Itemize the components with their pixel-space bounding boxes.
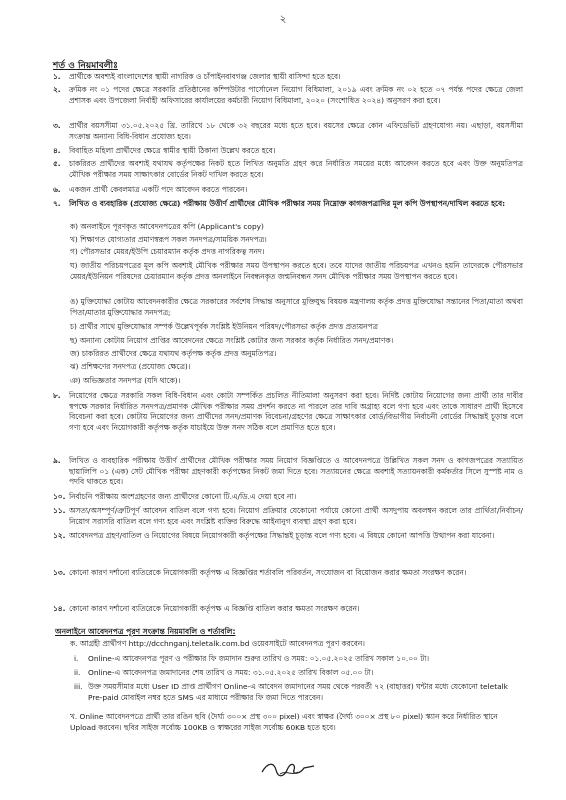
- term-text: নির্বাচনি পরীক্ষায় অংশগ্রহণের জন্য প্রার্থীদের কোনো টি.এ/ডি.এ দেয়া হবে না।: [69, 492, 297, 501]
- document-list-item: ঙ) মুক্তিযোদ্ধা কোটায় আবেদনকারীর ক্ষেত্রে সরকারের সর্বশেষ সিদ্ধান্ত অনুসারে মুক্তিযুদ্ধ বিষয়ক মন্ত্রণালয় কর্তৃক প্রদত্ত মুক্তিযোদ্ধা সন্তানের পিতা/মাতা অথবা পিতা/মাতার মুক্তিযোদ্ধার সনদপত্র;: [70, 297, 523, 317]
- term-item: [53, 531, 523, 542]
- term-item: [53, 185, 523, 196]
- roman-text: Online-এ আবেদনপত্র পূরণ ও পরীক্ষার ফি জমাদান শুরুর তারিখ ও সময়: ০১.০৫.২০২৫ তারিখ সকাল ১০.০০ টা।: [88, 654, 430, 663]
- term-text: লিখিত ও ব্যবহারিক পরীক্ষায় উত্তীর্ণ প্রার্থীদের মৌখিক পরীক্ষার সময় নিয়োগ বিজ্ঞপ্তিতে ও আবেদনপত্রে উল্লিখিত সকল সনদ ও কাগজপত্রের সত্যায়িত ছায়ালিপি ০১ (এক) সেট মৌখিক পরীক্ষা গ্রহণকারী কর্তৃপক্ষের নিকট জমা দিতে হবে। সত্যায়নের ক্ষেত্রে অবশ্যই সত্যায়নকারী কর্মকর্তার সিলে সুস্পষ্ট নাম ও পদবি থাকতে হবে।: [69, 456, 523, 487]
- document-list-item: ছ) অন্যান্য কোটায় নিয়োগ প্রাপ্তির আবেদনের ক্ষেত্রে সংশ্লিষ্ট কোটার জন্য সরকার কর্তৃক নির্ধারিত সনদ/প্রমাণক।: [70, 336, 394, 345]
- term-number: ৭.: [53, 199, 61, 208]
- signature-image: [258, 758, 318, 780]
- term-text: চাকরিরত প্রার্থীদের অবশ্যই যথাযথ কর্তৃপক্ষের নিকট হতে লিখিত অনুমতি গ্রহণ করে নির্ধারিত সময়ের মধ্যে আবেদন করতে হবে এবং উক্ত অনুমতিপত্র মৌখিক পরীক্ষার সময় সাক্ষাৎকার বোর্ডের নিকট দাখিল করতে হবে।: [69, 159, 523, 179]
- roman-text: উক্ত সময়সীমার মধ্যে User ID প্রাপ্ত প্রার্থীগণ Online-এ আবেদন জমাদানের সময় থেকে পরবর্তী ৭২ (বাহাত্তর) ঘন্টার মধ্যে যেকোনো teletalk Pre-paid মোবাইল নম্বর হতে SMS এর মাধ্যমে পরীক্ষার ফি জমা দিতে পারবেন।: [88, 682, 508, 702]
- online-rule-i: [74, 654, 523, 665]
- term-number: ৩.: [53, 121, 61, 130]
- term-number: ১০.: [53, 492, 66, 501]
- term-item: [53, 506, 523, 527]
- term-text: অসত্য/অসম্পূর্ণ/ত্রুটিপূর্ণ আবেদন বাতিল বলে গণ্য হবে। নিয়োগ প্রক্রিয়ার যেকোনো পর্যায়ে কোনো প্রার্থী অসদুপায় অবলম্বন করলে তার প্রার্থিতা/নির্বাচন/নিয়োগ সরাসরি বাতিল বলে গণ্য হবে এবং সংশ্লিষ্ট ব্যক্তির বিরুদ্ধে আইনানুগ ব্যবস্থা গ্রহণ করা হবে।: [69, 506, 523, 526]
- term-text: নিয়োগের ক্ষেত্রে সরকারি সকল বিধি-বিধান এবং কোটা সম্পর্কিত প্রচলিত নীতিমালা অনুসরণ করা হবে। নির্দিষ্ট কোটায় নিয়োগের জন্য প্রার্থী তার দাবীর স্বপক্ষে সরকার নির্ধারিত সনদপত্র/প্রমাণক মৌখিক পরীক্ষার সময় প্রদর্শন করতে না পারলে তার দাবি অগ্রাহ্য বলে গণ্য হবে এবং তাকে সাধারণ প্রার্থী হিসেবে বিবেচনা করা হবে। কোটায় নিয়োগের জন্য প্রার্থীদের সনদ/প্রমাণক বিবেচনা/গ্রহণের ক্ষেত্রে সাক্ষাৎকার বোর্ড/বিভাগীয় নির্বাচনী বোর্ডের সিদ্ধান্তই চূড়ান্ত বলে গণ্য হবে এবং নিয়োগকারী কর্তৃপক্ষ কর্তৃক যাচাইয়ে উক্ত সনদ সঠিক বলে প্রমাণিত হতে হবে।: [69, 391, 523, 432]
- document-list-item: জ) চাকরিরত প্রার্থীদের ক্ষেত্রে যথাযথ কর্তৃপক্ষ কর্তৃক প্রদত্ত অনুমতিপত্র।: [70, 349, 277, 358]
- term-text: কোনো কারণ দর্শানো ব্যতিরেকে নিয়োগকারী কর্তৃপক্ষ এ বিজ্ঞপ্তি বাতিল করার ক্ষমতা সংরক্ষণ করেন।: [69, 604, 360, 613]
- term-item: [53, 391, 523, 433]
- document-list-item: গ) পৌরসভার মেয়র/ইউপি চেয়ারম্যান কর্তৃক প্রদত্ত নাগরিকত্ব সনদ।: [70, 247, 265, 256]
- term-text: প্রার্থীকে অবশ্যই বাংলাদেশের স্থায়ী নাগরিক ও চাঁপাইনবাবগঞ্জ জেলার স্থায়ী বাসিন্দা হতে হবে।: [69, 72, 341, 81]
- roman-number: iii.: [74, 682, 83, 691]
- document-list-item: খ) শিক্ষাগত যোগ্যতার প্রমাণস্বরূপ সকল সনদপত্র/সাময়িক সনদপত্র।: [70, 235, 267, 244]
- document-list-item: ঘ) জাতীয় পরিচয়পত্রের মূল কপি অবশ্যই মৌখিক পরীক্ষার সময় উপস্থাপন করতে হবে। তবে যাদের জাতীয় পরিচয়পত্র এখনও হয়নি তাদেরকে পৌরসভার মেয়র/ইউনিয়ন পরিষদের চেয়ারম্যান কর্তৃক প্রদত্ত অনলাইনে নিবন্ধনকৃত জন্মনিবন্ধন সনদ মৌখিক পরীক্ষার সময় উপস্থাপন করতে হবে।: [70, 261, 523, 281]
- term-text: লিখিত ও ব্যবহারিক (প্রযোজ্য ক্ষেত্রে) পরীক্ষায় উত্তীর্ণ প্রার্থীদের মৌখিক পরীক্ষার সময় নিম্নোক্ত কাগজপত্রাদির মূল কপি উপস্থাপন/দাখিল করতে হবে:: [69, 199, 506, 208]
- terms-heading: শর্ত ও নিয়মাবলীঃ: [53, 61, 118, 71]
- term-number: ১১.: [53, 506, 66, 515]
- roman-number: ii.: [74, 668, 81, 677]
- term-text: ক্রমিক নং ০১ পদের ক্ষেত্রে সরকারি প্রতিষ্ঠানের কম্পিউটার পার্সোনেল নিয়োগ বিধিমালা, ২০১৯ এবং ক্রমিক নং ০২ হতে ০৭ পর্যন্ত পদের ক্ষেত্রে জেলা প্রশাসক এবং উপজেলা নির্বাহী অফিসারের কার্যালয়ের কর্মচারী নিয়োগ বিধিমালা, ২০২০ (সংশোধিত ২০২৪) অনুসরণ করা হবে।: [69, 85, 523, 105]
- online-rule-ii: [74, 668, 523, 679]
- term-number: ৫.: [53, 159, 61, 168]
- term-number: ১.: [53, 72, 61, 81]
- term-number: ৬.: [53, 185, 61, 194]
- term-number: ৯.: [53, 456, 61, 465]
- term-item: [53, 72, 523, 83]
- term-item: [53, 604, 523, 615]
- term-item: [53, 492, 523, 503]
- roman-number: i.: [74, 654, 79, 663]
- term-text: একজন প্রার্থী কেবলমাত্র একটি পদে আবেদন করতে পারবেন।: [69, 185, 248, 194]
- online-application-heading: অনলাইনে আবেদনপত্র পূরণ সংক্রান্ত নিয়মাবলি ও শর্তাবলি:: [55, 627, 236, 636]
- term-number: ৮.: [53, 391, 61, 400]
- term-text: কোনো কারণ দর্শানো ব্যতিরেকে নিয়োগকারী কর্তৃপক্ষ এ বিজ্ঞপ্তির শর্তাবলি পরিবর্তন, সংযোজন বা বিয়োজন করার ক্ষমতা সংরক্ষণ করেন।: [69, 568, 467, 577]
- document-list-item: ক) অনলাইনে পূরণকৃত আবেদনপত্রের কপি (Applicant's copy): [70, 222, 264, 231]
- term-item: [53, 159, 523, 180]
- online-rule-iii: [74, 682, 523, 703]
- term-number: ১২.: [53, 531, 66, 540]
- term-text: প্রার্থীর বয়সসীমা ৩১.০৫.২০২৫ খ্রি. তারিখে ১৮ থেকে ৩২ বছরের মধ্যে হতে হবে। বয়সের ক্ষেত্রে কোন এফিডেভিট গ্রহণযোগ্য নয়। এছাড়া, বয়সসীমা সংক্রান্ত অন্যান্য বিধি-বিধান প্রযোজ্য হবে।: [69, 121, 523, 141]
- online-rule-ka: ক. আগ্রহী প্রার্থীগণ http://dcchnganj.teletalk.com.bd ওয়েবসাইটে আবেদনপত্র পূরণ করবেন।: [70, 639, 365, 648]
- term-item: [53, 456, 523, 488]
- roman-text: Online-এ আবেদনপত্র জমাদানের শেষ তারিখ ও সময়: ৩১.০৫.২০২৫ তারিখ বিকাল ০৫.০০ টা।: [88, 668, 374, 677]
- term-number: ১৪.: [53, 604, 66, 613]
- term-item: [53, 199, 523, 210]
- term-text: আবেদনপত্র গ্রহণ/বাতিল ও নিয়োগের বিষয়ে নিয়োগকারী কর্তৃপক্ষের সিদ্ধান্তই চূড়ান্ত বলে গণ্য হবে। এ বিষয়ে কোনো আপত্তি উত্থাপন করা যাবেনা।: [69, 531, 495, 540]
- online-rule-kha: খ. Online আবেদনপত্রে প্রার্থী তার রঙিন ছবি (দৈর্ঘ্য ৩০০× প্রস্থ ৩০০ pixel) এবং স্বাক্ষর (দৈর্ঘ্য ৩০০× প্রস্থ ৮০ pixel) স্ক্যান করে নির্ধারিত স্থানে Upload করবেন। ছবির সাইজ সর্বোচ্চ 100KB ও স্বাক্ষরের সাইজ সর্বোচ্চ 60KB হতে হবে।: [70, 712, 498, 732]
- document-list-item: ঝ) প্রশিক্ষণের সনদপত্র (প্রযোজ্য ক্ষেত্রে)।: [70, 362, 191, 371]
- term-item: [53, 146, 523, 157]
- term-item: [53, 568, 523, 579]
- document-list-item: ঞ) অভিজ্ঞতার সনদপত্র (যদি থাকে)।: [70, 376, 181, 385]
- term-text: বিবাহিত মহিলা প্রার্থীদের ক্ষেত্রে স্বামীর স্থায়ী ঠিকানা উল্লেখ করতে হবে।: [69, 146, 276, 155]
- document-list-item: চ) প্রার্থীর সাথে মুক্তিযোদ্ধার সম্পর্ক উল্লেখপূর্বক সংশ্লিষ্ট ইউনিয়ন পরিষদ/পৌরসভা কর্তৃক প্রদত্ত প্রত্যয়নপত্র: [70, 322, 378, 331]
- page-number: ২: [279, 14, 287, 25]
- term-number: ৪.: [53, 146, 61, 155]
- term-item: [53, 121, 523, 142]
- term-number: ১৩.: [53, 568, 66, 577]
- term-number: ২.: [53, 85, 61, 94]
- term-item: [53, 85, 523, 106]
